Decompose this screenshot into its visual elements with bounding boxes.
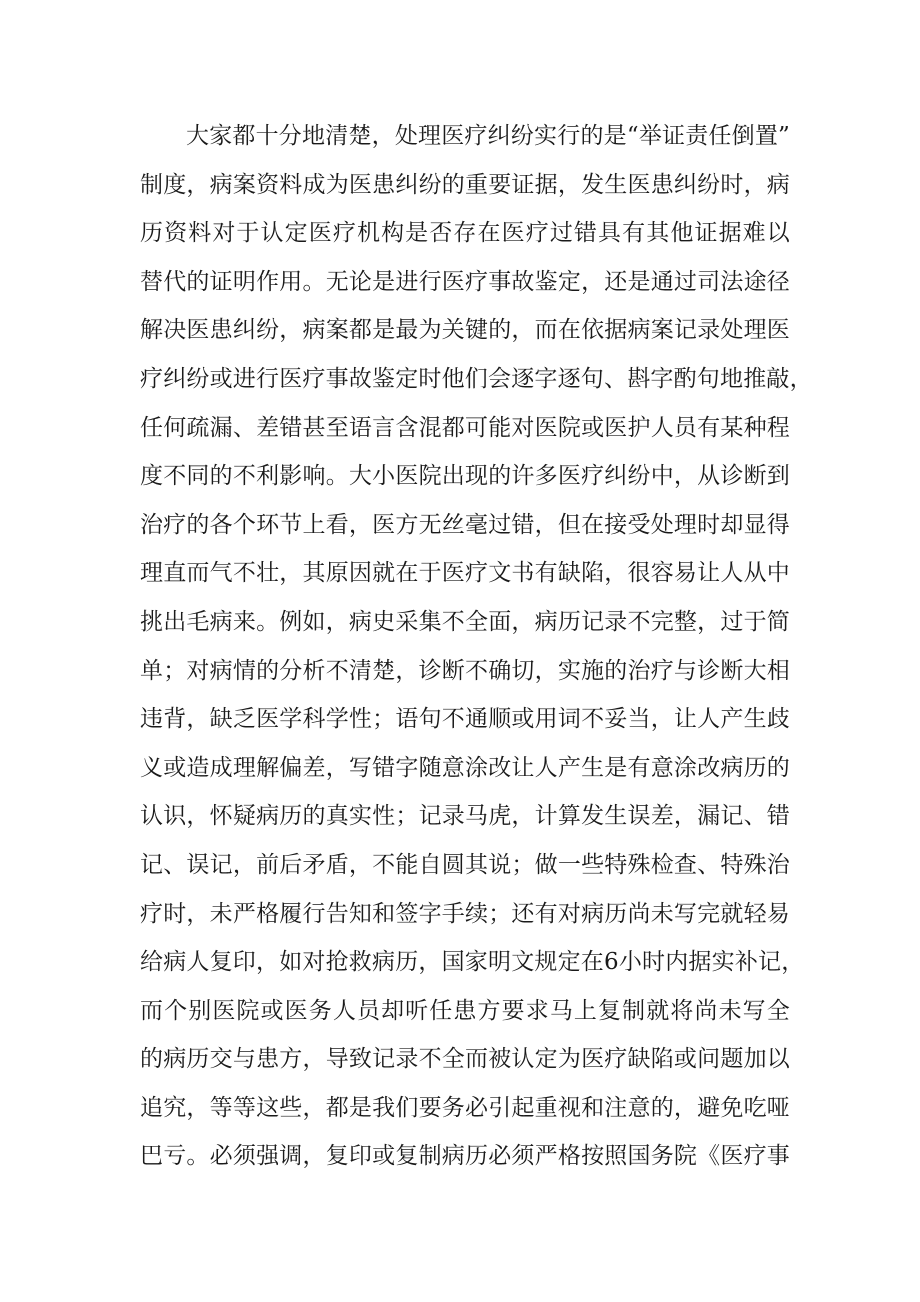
text-line: 巴亏。必须强调，复印或复制病历必须严格按照国务院《医疗事	[140, 1143, 790, 1170]
text-line: 大家都十分地清楚，处理医疗纠纷实行的是“举证责任倒置”	[186, 123, 790, 149]
text-line: 记、误记，前后矛盾，不能自圆其说；做一些特殊检查、特殊治	[140, 851, 790, 878]
text-line: 替代的证明作用。无论是进行医疗事故鉴定，还是通过司法途径	[140, 268, 790, 295]
text-line: 历资料对于认定医疗机构是否存在医疗过错具有其他证据难以	[140, 220, 790, 247]
text-line: 而个别医院或医务人员却听任患方要求马上复制就将尚未写全	[140, 997, 790, 1024]
text-line: 违背，缺乏医学科学性；语句不通顺或用词不妥当，让人产生歧	[140, 706, 790, 733]
text-line: 的病历交与患方，导致记录不全而被认定为医疗缺陷或问题加以	[140, 1046, 790, 1073]
text-line: 疗时，未严格履行告知和签字手续；还有对病历尚未写完就轻易	[140, 900, 790, 927]
text-line: 制度，病案资料成为医患纠纷的重要证据，发生医患纠纷时，病	[140, 171, 790, 198]
text-line: 解决医患纠纷，病案都是最为关键的，而在依据病案记录处理医	[140, 317, 790, 344]
text-line: 给病人复印，如对抢救病历，国家明文规定在6小时内据实补记，	[140, 949, 805, 976]
text-line: 挑出毛病来。例如，病史采集不全面，病历记录不完整，过于简	[140, 608, 790, 635]
text-line: 义或造成理解偏差，写错字随意涂改让人产生是有意涂改病历的	[140, 754, 790, 781]
text-line: 疗纠纷或进行医疗事故鉴定时他们会逐字逐句、斟字酌句地推敲，	[140, 365, 813, 392]
text-line: 单；对病情的分析不清楚，诊断不确切，实施的治疗与诊断大相	[140, 657, 790, 684]
body-paragraph	[140, 112, 813, 1181]
text-line: 理直而气不壮，其原因就在于医疗文书有缺陷，很容易让人从中	[140, 560, 790, 587]
text-line: 追究，等等这些，都是我们要务必引起重视和注意的，避免吃哑	[140, 1094, 790, 1121]
text-line: 任何疏漏、差错甚至语言含混都可能对医院或医护人员有某种程	[140, 414, 790, 441]
text-line: 治疗的各个环节上看，医方无丝毫过错，但在接受处理时却显得	[140, 511, 790, 538]
text-line: 认识，怀疑病历的真实性；记录马虎，计算发生误差，漏记、错	[140, 803, 790, 830]
text-line: 度不同的不利影响。大小医院出现的许多医疗纠纷中，从诊断到	[140, 463, 790, 490]
